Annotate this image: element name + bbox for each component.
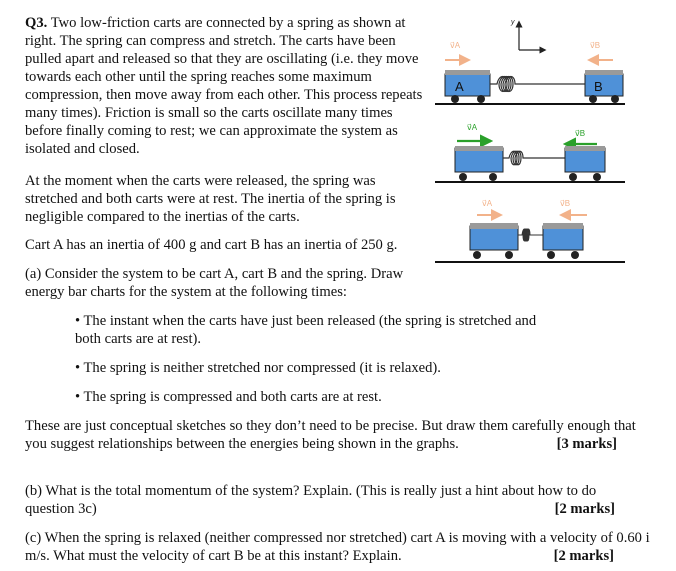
part-a-marks: [3 marks] — [556, 436, 617, 452]
wheel — [477, 95, 485, 103]
cart-b-top — [585, 70, 623, 75]
bullet-relaxed: • The spring is neither stretched nor compressed (it is relaxed). — [75, 360, 441, 376]
part-c-marks: [2 marks] — [553, 548, 614, 564]
wheel — [473, 251, 481, 259]
inertia-paragraph: Cart A has an inertia of 400 g and cart B has an inertia of 250 g. — [25, 237, 398, 253]
question-intro — [25, 14, 425, 158]
vel-b-label-faded: v⃗B — [590, 41, 601, 50]
cart-b — [543, 226, 583, 250]
part-b-prompt — [25, 482, 615, 518]
stage-stretched — [435, 19, 625, 104]
wheel — [459, 173, 467, 181]
part-a-note — [25, 417, 645, 453]
stage-relaxed — [435, 123, 625, 182]
cart-a — [455, 148, 503, 172]
cart-a — [470, 226, 518, 250]
vel-a-label-faded: v⃗A — [450, 41, 461, 50]
spring-compressed — [518, 229, 543, 241]
axis-y-label: y — [511, 19, 515, 26]
stage-compressed — [435, 199, 625, 262]
question-number: Q3. — [25, 15, 48, 31]
cart-b-top — [565, 146, 605, 151]
wheel — [569, 173, 577, 181]
vel-a-label: v⃗A — [467, 123, 478, 132]
bullet-released: • The instant when the carts have just been released (the spring is stretched and both carts are at rest). — [75, 313, 537, 347]
cart-a — [445, 74, 490, 96]
release-paragraph: At the moment when the carts were released, the spring was stretched and both carts were at rest. The inertia of the spring is negligible compared to the inertias of the carts. — [25, 173, 396, 225]
vel-a-label-faded: v⃗A — [482, 199, 493, 208]
part-a-note-text: These are just conceptual sketches so they don’t need to be precise. But draw them carefully enough that you suggest relationships between the energies being shown in the graphs. — [25, 418, 636, 452]
cart-a-label: A — [455, 79, 464, 94]
wheel — [547, 251, 555, 259]
wheel — [489, 173, 497, 181]
intro-text: Two low-friction carts are connected by a spring as shown at right. The spring can compress and stretch. The carts have been pulled apart and released so that they are oscillating (i.e. they move towards each other until the spring reaches some maximum compression, then move away from each other. This process repeats many times). Friction is small so the carts oscillate many times before finally coming to rest; we can approximate the system as isolated and closed. — [25, 15, 423, 157]
part-a-prompt: (a) Consider the system to be cart A, cart B and the spring. Draw energy bar charts for the system at the following times: — [25, 266, 404, 300]
wheel — [589, 95, 597, 103]
spring-stretched — [490, 77, 585, 92]
cart-a-top — [455, 146, 503, 151]
part-c-text: (c) When the spring is relaxed (neither compressed nor stretched) cart A is moving with a velocity of 0.60 i m/s. What must the velocity of cart B be at this instant? Explain. — [25, 530, 650, 564]
axes-icon — [510, 19, 543, 50]
wheel — [451, 95, 459, 103]
vel-b-label: v⃗B — [575, 129, 586, 138]
part-b-text: (b) What is the total momentum of the system? Explain. (This is really just a hint about how to do question 3c) — [25, 483, 597, 517]
cart-b-label: B — [594, 79, 603, 94]
cart-b — [565, 148, 605, 172]
cart-a-top — [445, 70, 490, 75]
wheel — [571, 251, 579, 259]
cart-b-top — [543, 223, 583, 229]
cart-a-top — [470, 223, 518, 229]
spring-relaxed — [503, 151, 565, 165]
bullet-compressed: • The spring is compressed and both carts are at rest. — [75, 389, 382, 405]
cart-b — [585, 74, 623, 96]
wheel — [611, 95, 619, 103]
part-c-prompt — [25, 529, 650, 565]
cart-spring-figure — [425, 10, 635, 270]
vel-b-label-faded: v⃗B — [560, 199, 571, 208]
part-b-marks: [2 marks] — [554, 501, 615, 517]
wheel — [505, 251, 513, 259]
wheel — [593, 173, 601, 181]
